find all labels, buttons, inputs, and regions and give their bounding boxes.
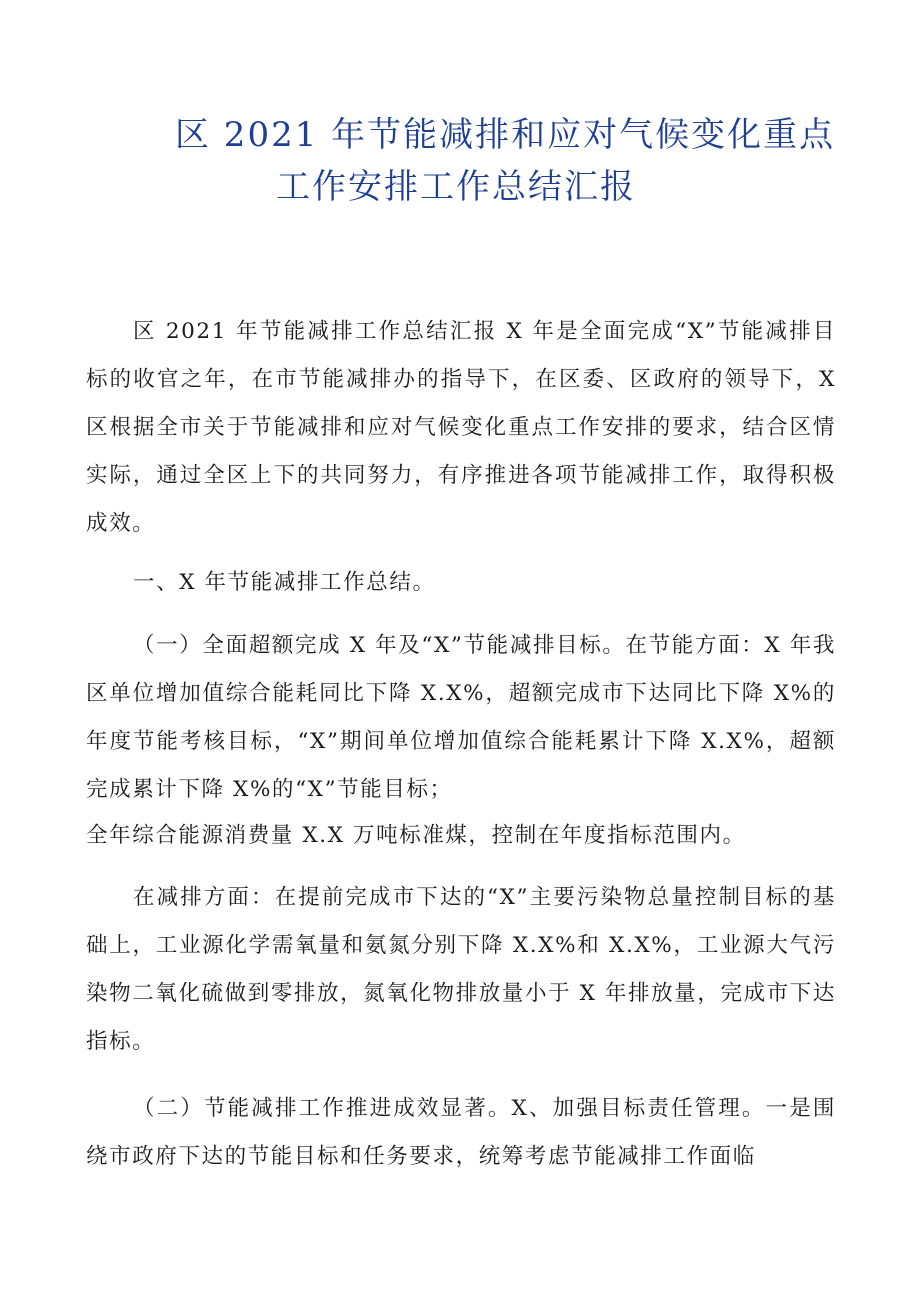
paragraph-intro: 区 2021 年节能减排工作总结汇报 X 年是全面完成“X”节能减排目标的收官之年，在市节能减排办的指导下，在区委、区政府的领导下，X 区根据全市关于节能减排和应对气候变化重点工作安排的要求，结合区情实际，通过全区上下的共同努力，有序推进各项节能减排工作，取得积极成效。 [86, 319, 836, 536]
paragraph-energy-consumption: 全年综合能源消费量 X.X 万吨标准煤，控制在年度指标范围内。 [86, 823, 746, 848]
document-title-line-2: 工作安排工作总结汇报 [276, 167, 636, 207]
document-title-line-1: 区 2021 年节能减排和应对气候变化重点 [175, 115, 836, 155]
section-heading-1: 一、X 年节能减排工作总结。 [133, 570, 436, 595]
paragraph-progress: （二）节能减排工作推进成效显著。X、加强目标责任管理。一是围绕市政府下达的节能目标和任务要求，统筹考虑节能减排工作面临 [86, 1096, 836, 1169]
paragraph-energy-saving: （一）全面超额完成 X 年及“X”节能减排目标。在节能方面：X 年我区单位增加值综合能耗同比下降 X.X%，超额完成市下达同比下降 X%的年度节能考核目标，“X”期间单位增加值综合能耗累计下降 X.X%，超额完成累计下降 X%的“X”节能目标； [86, 633, 836, 802]
paragraph-emission-reduction: 在减排方面：在提前完成市下达的“X”主要污染物总量控制目标的基础上，工业源化学需氧量和氨氮分别下降 X.X%和 X.X%，工业源大气污染物二氧化硫做到零排放，氮氧化物排放量小于 X 年排放量，完成市下达指标。 [86, 885, 836, 1054]
